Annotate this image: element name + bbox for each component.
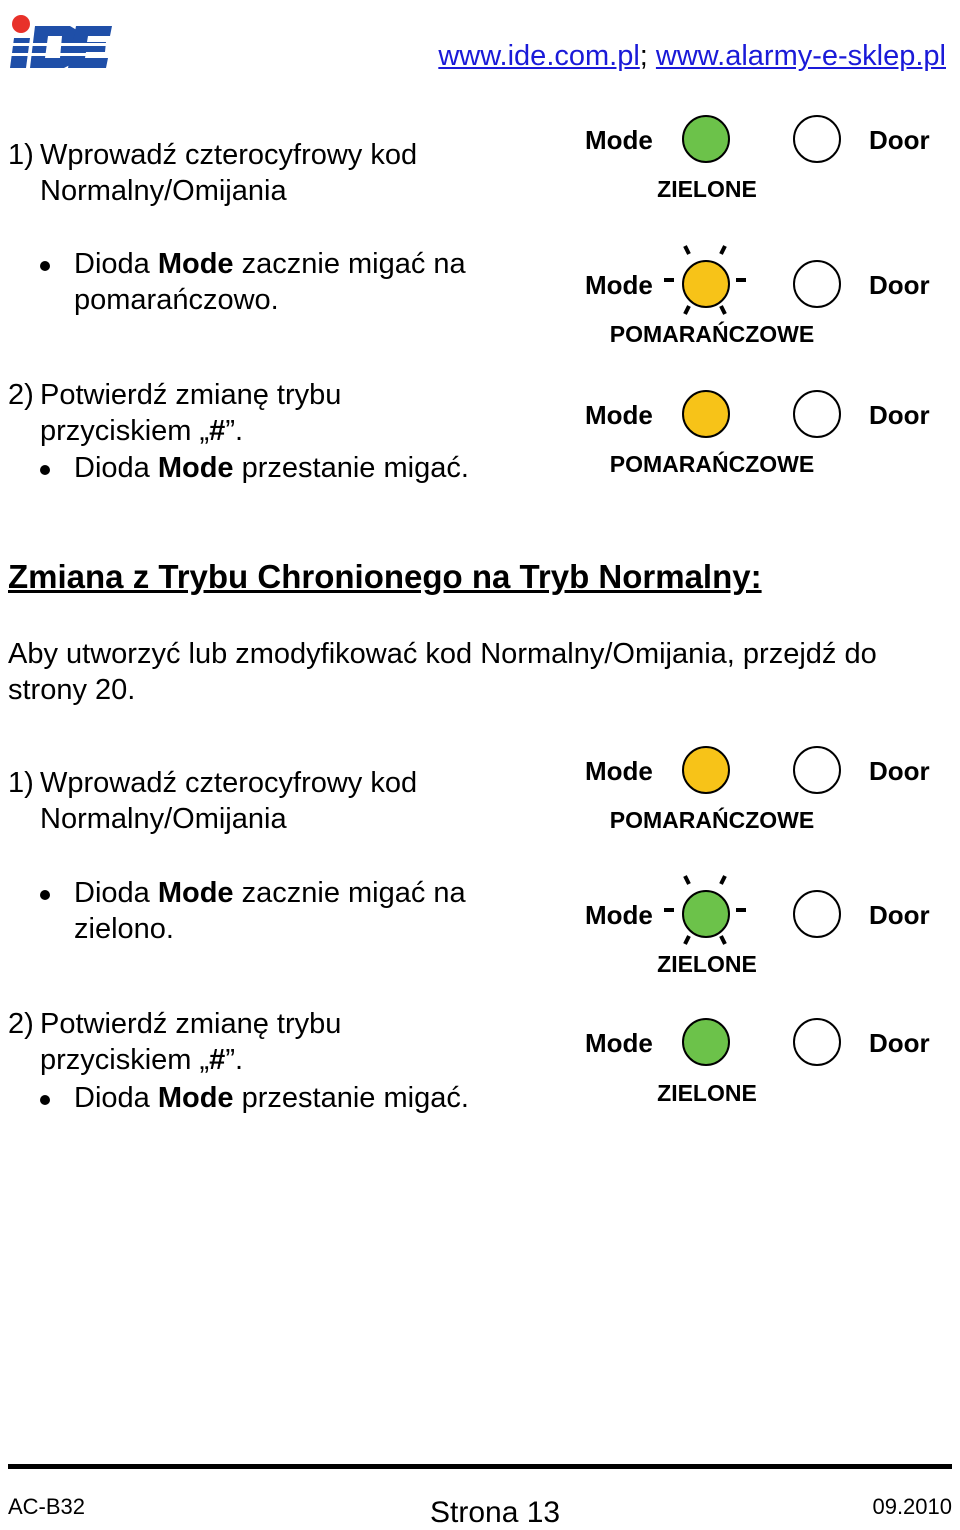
link-separator: ;: [639, 40, 648, 72]
mode-label: Mode: [585, 270, 653, 300]
led-caption: POMARAŃCZOWE: [609, 451, 815, 477]
s1-step2-hash: #: [209, 415, 226, 447]
door-led-off: [793, 890, 841, 938]
s1-bullet1-bold: Mode: [157, 248, 234, 280]
led-caption: POMARAŃCZOWE: [609, 807, 815, 833]
door-led-off: [793, 746, 841, 794]
led-caption: POMARAŃCZOWE: [609, 321, 815, 347]
s1-bullet1-pre: Dioda: [74, 248, 150, 280]
door-label: Door: [869, 270, 930, 300]
door-led-off: [793, 115, 841, 163]
s1-step2-number: 2): [8, 379, 34, 411]
mode-led-green-blinking: [682, 890, 730, 938]
s2-bullet1-line2: zielono.: [74, 913, 174, 945]
door-label: Door: [869, 125, 930, 155]
led-caption: ZIELONE: [657, 951, 757, 977]
bullet-dot: [40, 465, 50, 475]
section-heading: Zmiana z Trybu Chronionego na Tryb Normalny:: [8, 558, 762, 595]
logo-red-dot: [12, 15, 30, 33]
door-label: Door: [869, 1028, 930, 1058]
s2-step2-post: ”.: [225, 1044, 244, 1076]
mode-led-orange: [682, 390, 730, 438]
link-alarmy[interactable]: www.alarmy-e-sklep.pl: [655, 40, 946, 72]
mode-label: Mode: [585, 125, 653, 155]
s2-bullet1-post: zacznie migać na: [241, 877, 466, 909]
header-links: [438, 40, 946, 73]
intro-line2: strony 20.: [8, 674, 136, 706]
mode-label: Mode: [585, 900, 653, 930]
door-label: Door: [869, 400, 930, 430]
intro-paragraph: [8, 636, 953, 708]
mode-led-green: [682, 115, 730, 163]
s1-step1-number: 1): [8, 139, 34, 171]
mode-label: Mode: [585, 400, 653, 430]
page-number: Strona 13: [430, 1496, 561, 1529]
mode-label: Mode: [585, 1028, 653, 1058]
door-label: Door: [869, 900, 930, 930]
s1-bullet1-post: zacznie migać na: [241, 248, 466, 280]
s1-step1-line1: Wprowadź czterocyfrowy kod: [40, 139, 418, 171]
s2-bullet1-pre: Dioda: [74, 877, 150, 909]
s2-bullet2-bold: Mode: [157, 1082, 234, 1114]
s1-step2-post: ”.: [225, 415, 244, 447]
door-label: Door: [869, 756, 930, 786]
mode-label: Mode: [585, 756, 653, 786]
s2-step2-pre: przyciskiem „: [40, 1044, 210, 1076]
door-led-off: [793, 390, 841, 438]
s1-bullet2-pre: Dioda: [74, 452, 150, 484]
s2-step1-line1: Wprowadź czterocyfrowy kod: [40, 767, 418, 799]
bullet-dot: [40, 261, 50, 271]
led-caption: ZIELONE: [657, 1080, 757, 1106]
s2-step2-hash: #: [209, 1044, 226, 1076]
s1-bullet1: [0, 246, 520, 282]
mode-led-green: [682, 1018, 730, 1066]
s1-bullet2-post: przestanie migać.: [241, 452, 469, 484]
bullet-dot: [40, 1095, 50, 1105]
s1-step2-line1: Potwierdź zmianę trybu: [40, 379, 342, 411]
s2-bullet2-post: przestanie migać.: [241, 1082, 469, 1114]
s1-bullet2: [0, 450, 520, 486]
door-led-off: [793, 260, 841, 308]
doc-date: 09.2010: [872, 1494, 952, 1519]
s1-step1-line2: Normalny/Omijania: [40, 175, 287, 207]
door-led-off: [793, 1018, 841, 1066]
s2-step2-number: 2): [8, 1008, 34, 1040]
mode-led-orange-blinking: [682, 260, 730, 308]
doc-code: AC-B32: [8, 1494, 86, 1519]
mode-led-orange: [682, 746, 730, 794]
s2-bullet2-pre: Dioda: [74, 1082, 150, 1114]
s1-bullet2-bold: Mode: [157, 452, 234, 484]
s2-step1-line2: Normalny/Omijania: [40, 803, 287, 835]
s2-bullet1: [0, 875, 520, 911]
s2-step2-line1: Potwierdź zmianę trybu: [40, 1008, 342, 1040]
s2-bullet1-bold: Mode: [157, 877, 234, 909]
s1-bullet1-line2: pomarańczowo.: [74, 284, 279, 316]
s1-step2-pre: przyciskiem „: [40, 415, 210, 447]
ide-logo: [8, 12, 112, 72]
footer-rule: [8, 1464, 952, 1469]
bullet-dot: [40, 890, 50, 900]
s2-bullet2: [0, 1080, 520, 1116]
intro-line1: Aby utworzyć lub zmodyfikować kod Normalny/Omijania, przejdź do: [8, 638, 877, 670]
link-ide[interactable]: www.ide.com.pl: [438, 40, 640, 72]
s2-step1-number: 1): [8, 767, 34, 799]
led-caption: ZIELONE: [657, 176, 757, 202]
